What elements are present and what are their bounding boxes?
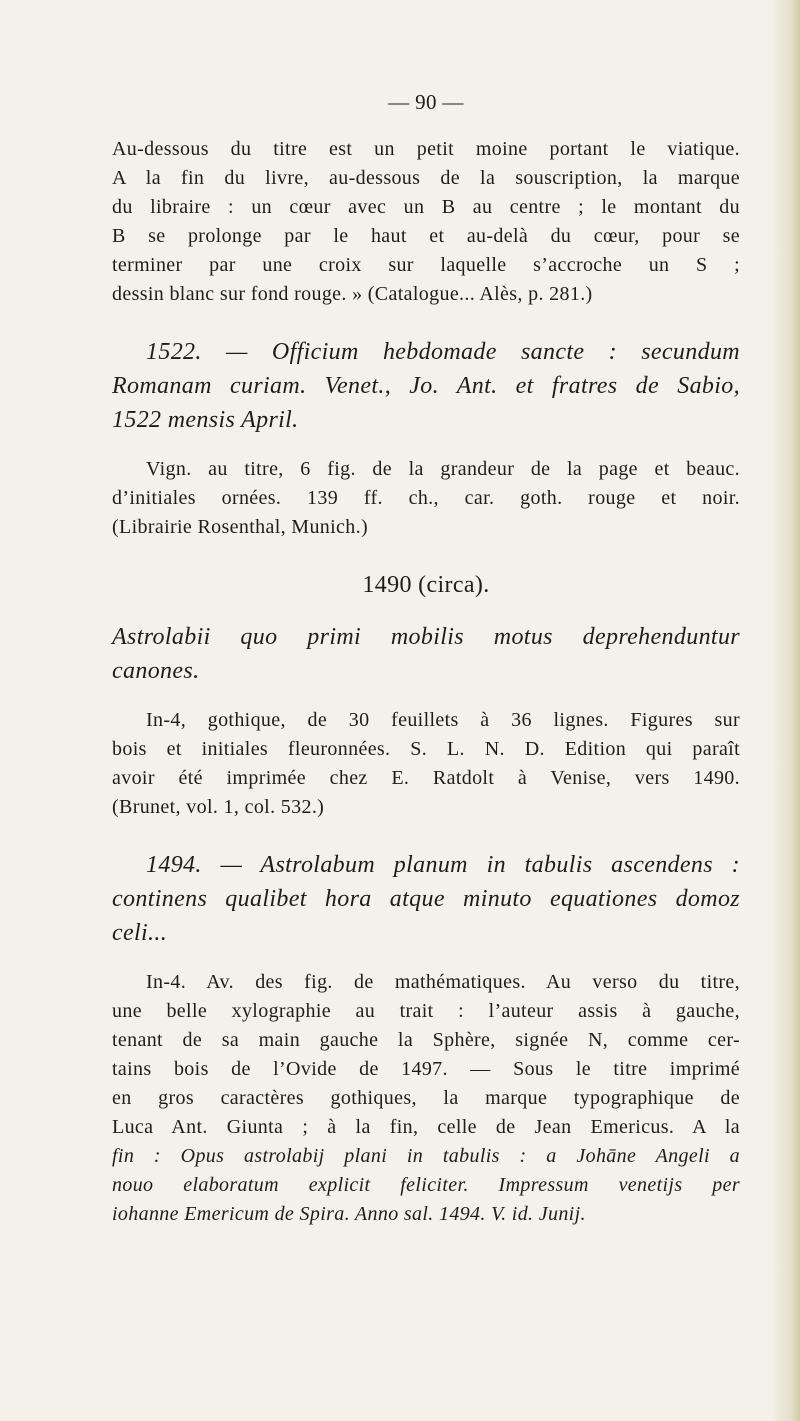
entry-1494-title: [112, 848, 740, 950]
text-line: In-4, gothique, de 30 feuillets à 36 lignes. Figures sur: [146, 709, 740, 731]
title-line: continens qualibet hora atque minuto equationes domoz: [112, 886, 740, 912]
book-page: [112, 88, 740, 1229]
date-heading: 1490 (circa).: [362, 572, 490, 598]
text-line: iohanne Emericum de Spira. Anno sal. 1494. V. id. Junij.: [112, 1203, 586, 1225]
text-line: Vign. au titre, 6 fig. de la grandeur de la page et beauc.: [146, 458, 740, 480]
entry-1490-description: [112, 706, 740, 822]
text-line: A la fin du livre, au-dessous de la souscription, la marque: [112, 167, 740, 189]
title-line: Romanam curiam. Venet., Jo. Ant. et fratres de Sabio,: [112, 373, 740, 399]
paragraph-catalogue-quote: [112, 135, 740, 309]
text-line: d’initiales ornées. 139 ff. ch., car. goth. rouge et noir.: [112, 487, 740, 509]
text-line: In-4. Av. des fig. de mathématiques. Au verso du titre,: [146, 971, 740, 993]
text-line: Au-dessous du titre est un petit moine portant le viatique.: [112, 138, 740, 160]
text-line: en gros caractères gothiques, la marque typographique de: [112, 1087, 740, 1109]
text-line: terminer par une croix sur laquelle s’accroche un S ;: [112, 254, 740, 276]
title-line: celi...: [112, 920, 168, 946]
title-line: 1522. — Officium hebdomade sancte : secundum: [146, 339, 740, 365]
title-line: Astrolabii quo primi mobilis motus deprehenduntur: [112, 624, 740, 650]
text-line: tains bois de l’Ovide de 1497. — Sous le titre imprimé: [112, 1058, 740, 1080]
text-line: une belle xylographie au trait : l’auteur assis à gauche,: [112, 1000, 740, 1022]
entry-1522-description: [112, 455, 740, 542]
text-line: B se prolonge par le haut et au-delà du cœur, pour se: [112, 225, 740, 247]
entry-1522-title: [112, 335, 740, 437]
text-line: bois et initiales fleuronnées. S. L. N. D. Edition qui paraît: [112, 738, 740, 760]
entry-1494-description: [112, 968, 740, 1229]
title-line: 1522 mensis April.: [112, 407, 299, 433]
text-line: (Brunet, vol. 1, col. 532.): [112, 796, 325, 818]
page-edge-shadow: [772, 0, 800, 1421]
text-line: (Librairie Rosenthal, Munich.): [112, 516, 368, 538]
text-line: fin : Opus astrolabij plani in tabulis : a Johāne Angeli a: [112, 1145, 740, 1167]
entry-1490-title: [112, 620, 740, 688]
text-line: du libraire : un cœur avec un B au centre ; le montant du: [112, 196, 740, 218]
text-line: tenant de sa main gauche la Sphère, signée N, comme cer-: [112, 1029, 740, 1051]
text-line: nouo elaboratum explicit feliciter. Impressum venetijs per: [112, 1174, 740, 1196]
page-number: — 90 —: [388, 90, 464, 114]
text-line: dessin blanc sur fond rouge. » (Catalogue... Alès, p. 281.): [112, 283, 593, 305]
text-line: avoir été imprimée chez E. Ratdolt à Venise, vers 1490.: [112, 767, 740, 789]
title-line: canones.: [112, 658, 200, 684]
text-line: Luca Ant. Giunta ; à la fin, celle de Jean Emericus. A la: [112, 1116, 740, 1138]
title-line: 1494. — Astrolabum planum in tabulis ascendens :: [146, 852, 740, 878]
